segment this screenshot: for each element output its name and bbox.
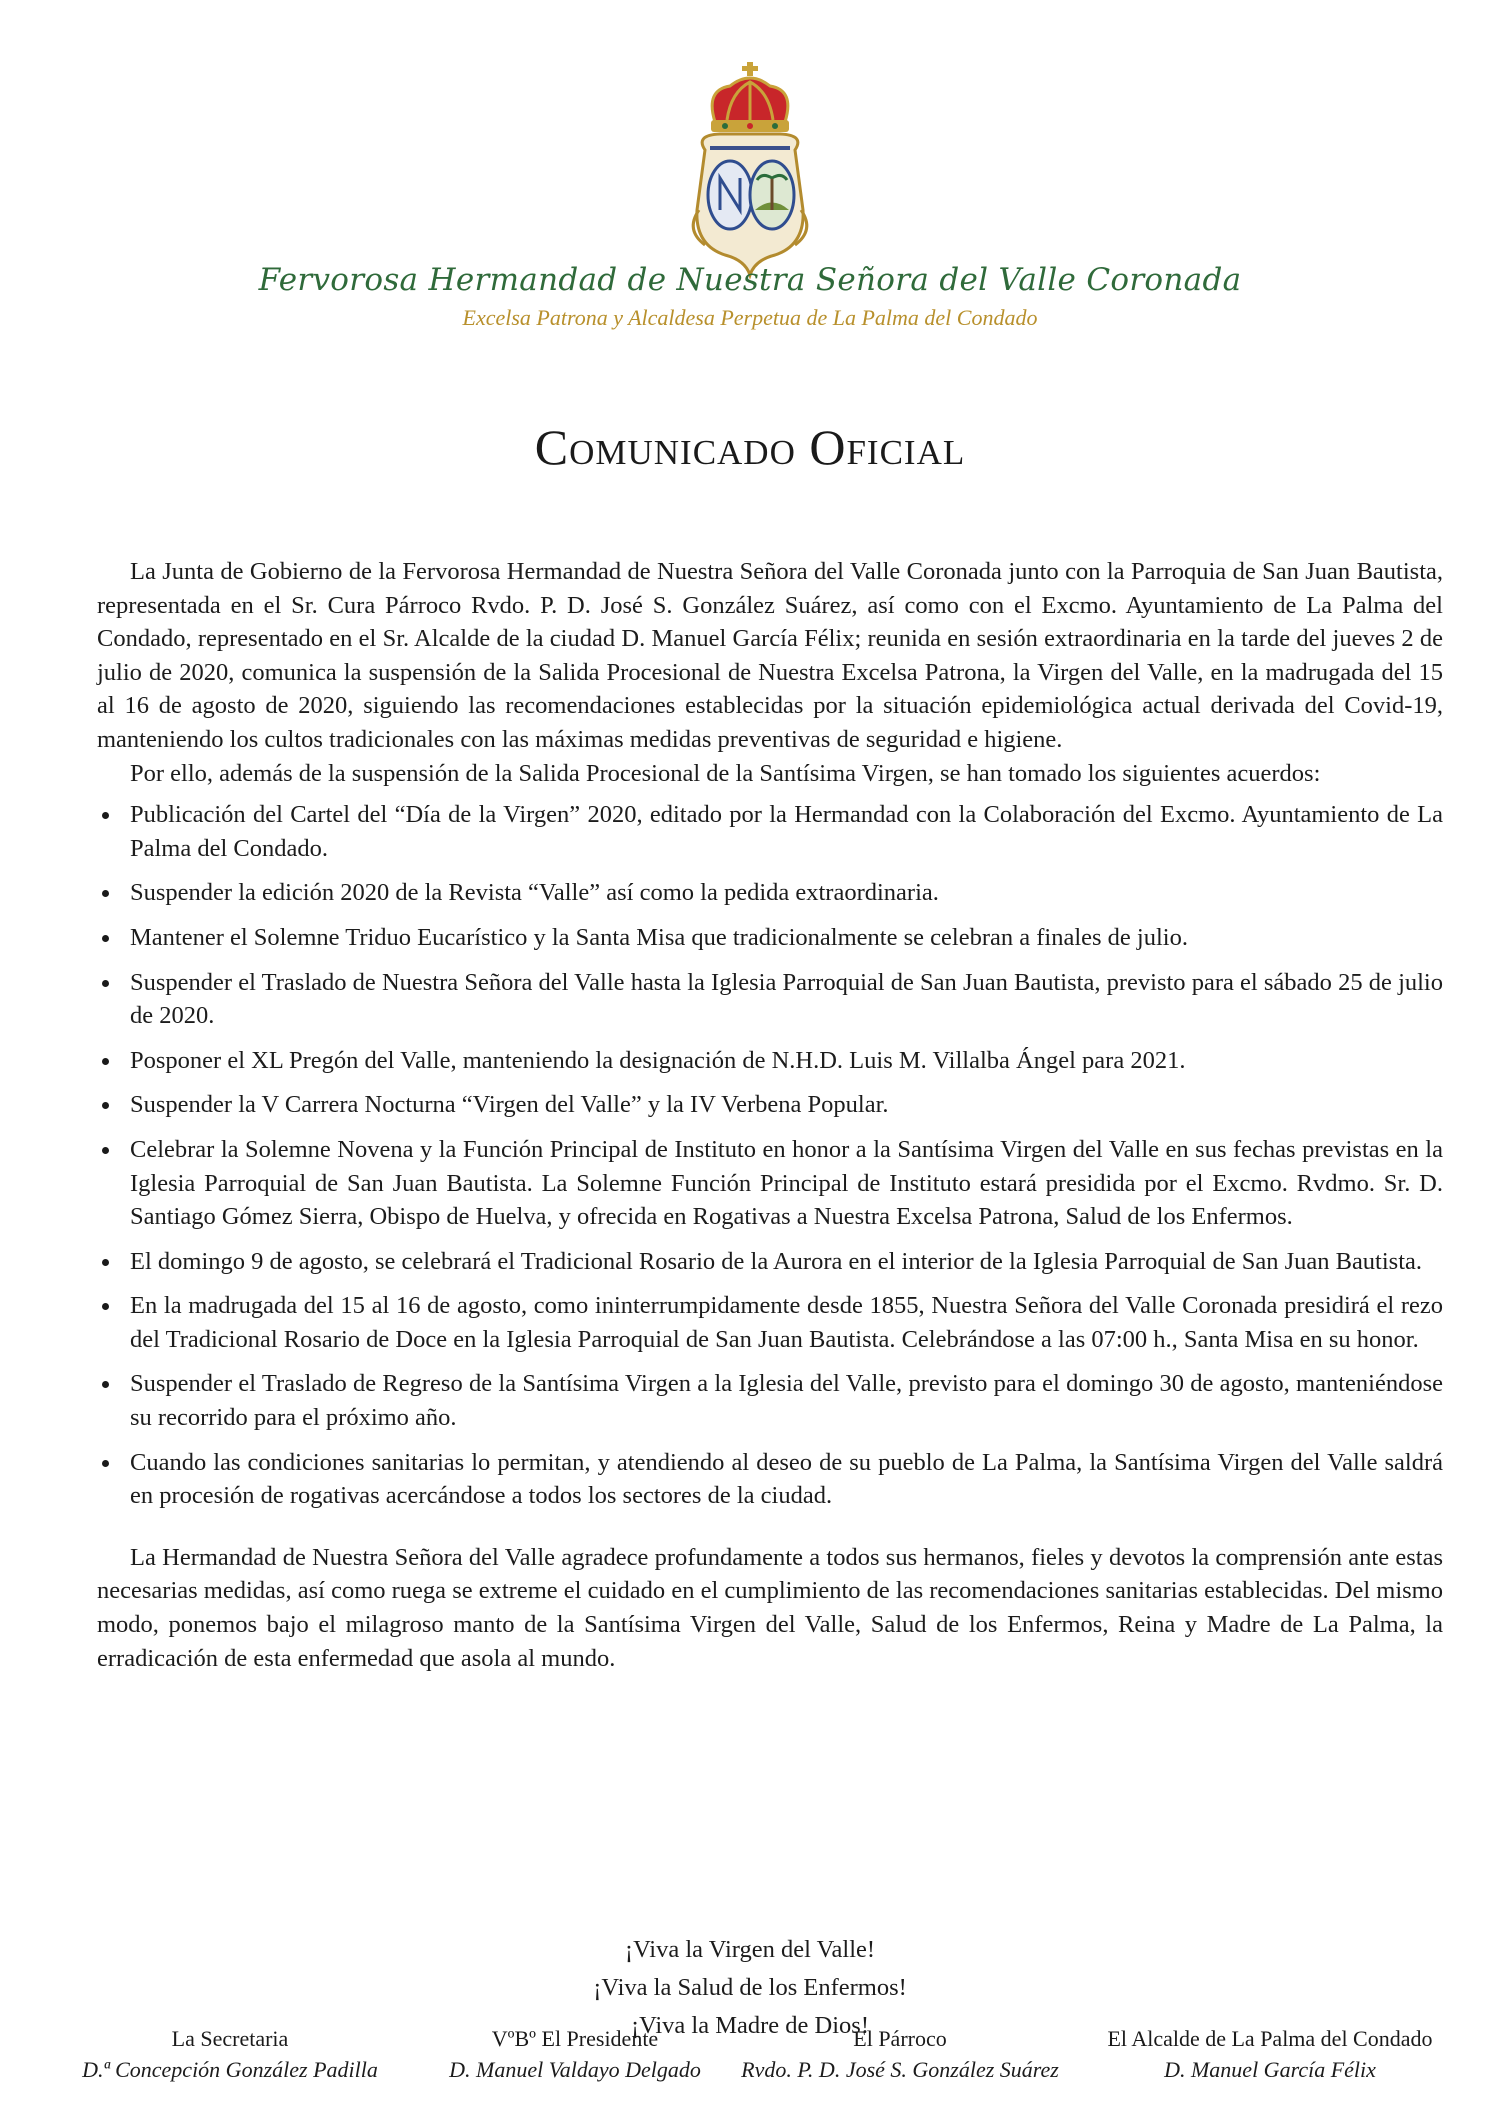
signature-mayor <box>1060 2023 1480 2085</box>
signature-role: El Alcalde de La Palma del Condado <box>1107 2026 1433 2051</box>
signature-secretary <box>60 2023 400 2085</box>
signature-name: D. Manuel Valdayo Delgado <box>449 2057 701 2082</box>
list-item: Mantener el Solemne Triduo Eucarístico y la Santa Misa que tradicionalmente se celebran a finales de julio. <box>130 921 1443 955</box>
brotherhood-crest-icon <box>675 60 825 290</box>
signature-parish-priest <box>720 2023 1080 2085</box>
list-item: Suspender la V Carrera Nocturna “Virgen del Valle” y la IV Verbena Popular. <box>130 1088 1443 1122</box>
list-item: Posponer el XL Pregón del Valle, manteniendo la designación de N.H.D. Luis M. Villalba Ángel para 2021. <box>130 1044 1443 1078</box>
list-item: Suspender el Traslado de Regreso de la Santísima Virgen a la Iglesia del Valle, previsto para el domingo 30 de agosto, manteniéndose su recorrido para el próximo año. <box>130 1367 1443 1434</box>
list-item: El domingo 9 de agosto, se celebrará el Tradicional Rosario de la Aurora en el interior de la Iglesia Parroquial de San Juan Bautista. <box>130 1245 1443 1279</box>
list-item: Publicación del Cartel del “Día de la Virgen” 2020, editado por la Hermandad con la Colaboración del Excmo. Ayuntamiento de La Palma del Condado. <box>130 798 1443 865</box>
intro-paragraph: La Junta de Gobierno de la Fervorosa Hermandad de Nuestra Señora del Valle Coronada junto con la Parroquia de San Juan Bautista, representada en el Sr. Cura Párroco Rvdo. P. D. José S. González Suárez, así como con el Excmo. Ayuntamiento de La Palma del Condado, representado en el Sr. Alcalde de la ciudad D. Manuel García Félix; reunida en sesión extraordinaria en la tarde del jueves 2 de julio de 2020, comunica la suspensión de la Salida Procesional de Nuestra Excelsa Patrona, la Virgen del Valle, en la madrugada del 15 al 16 de agosto de 2020, siguiendo las recomendaciones establecidas por la situación epidemiológica actual derivada del Covid-19, manteniendo los cultos tradicionales con las máximas medidas preventivas de seguridad e higiene. <box>97 558 1443 753</box>
signature-role: El Párroco <box>853 2026 947 2051</box>
signature-name: Rvdo. P. D. José S. González Suárez <box>741 2057 1059 2082</box>
organization-name: Fervorosa Hermandad de Nuestra Señora del Valle Coronada <box>258 262 1242 298</box>
signature-role: La Secretaria <box>171 2026 289 2051</box>
list-item: En la madrugada del 15 al 16 de agosto, como ininterrumpidamente desde 1855, Nuestra Señora del Valle Coronada presidirá el rezo del Tradicional Rosario de Doce en la Iglesia Parroquial de San Juan Bautista. Celebrándose a las 07:00 h., Santa Misa en su honor. <box>130 1289 1443 1356</box>
acclamation-line: ¡Viva la Virgen del Valle! <box>624 1936 876 1963</box>
list-item: Celebrar la Solemne Novena y la Función Principal de Instituto en honor a la Santísima Virgen del Valle en sus fechas previstas en la Iglesia Parroquial de San Juan Bautista. La Solemne Función Principal de Instituto estará presidida por el Excmo. Rvdmo. Sr. D. Santiago Gómez Sierra, Obispo de Huelva, y ofrecida en Rogativas a Nuestra Excelsa Patrona, Salud de los Enfermos. <box>130 1133 1443 1234</box>
list-item: Suspender el Traslado de Nuestra Señora del Valle hasta la Iglesia Parroquial de San Juan Bautista, previsto para el sábado 25 de julio de 2020. <box>130 966 1443 1033</box>
signature-president <box>405 2023 745 2085</box>
acclamation-line: ¡Viva la Madre de Dios! <box>630 2012 869 2039</box>
agreements-list <box>97 798 1443 1513</box>
organization-subtitle: Excelsa Patrona y Alcaldesa Perpetua de La Palma del Condado <box>462 305 1038 330</box>
document-title: Comunicado Oficial <box>534 419 966 475</box>
signature-name: D. Manuel García Félix <box>1164 2057 1376 2082</box>
document-body <box>97 555 1443 1675</box>
acclamation-line: ¡Viva la Salud de los Enfermos! <box>593 1974 907 2001</box>
list-item: Cuando las condiciones sanitarias lo permitan, y atendiendo al deseo de su pueblo de La Palma, la Santísima Virgen del Valle saldrá en procesión de rogativas acercándose a todos los sectores de la ciudad. <box>130 1446 1443 1513</box>
list-item: Suspender la edición 2020 de la Revista “Valle” así como la pedida extraordinaria. <box>130 876 1443 910</box>
intro-paragraph: Por ello, además de la suspensión de la Salida Procesional de la Santísima Virgen, se han tomado los siguientes acuerdos: <box>130 759 1321 787</box>
signature-name: D.ª Concepción González Padilla <box>82 2057 378 2082</box>
closing-paragraph: La Hermandad de Nuestra Señora del Valle agradece profundamente a todos sus hermanos, fieles y devotos la comprensión ante estas necesarias medidas, así como ruega se extreme el cuidado en el cumplimiento de las recomendaciones sanitarias establecidas. Del mismo modo, ponemos bajo el milagroso manto de la Santísima Virgen del Valle, Salud de los Enfermos, Reina y Madre de La Palma, la erradicación de esta enfermedad que asola al mundo. <box>97 1543 1443 1672</box>
signature-role: VºBº El Presidente <box>491 2026 659 2051</box>
